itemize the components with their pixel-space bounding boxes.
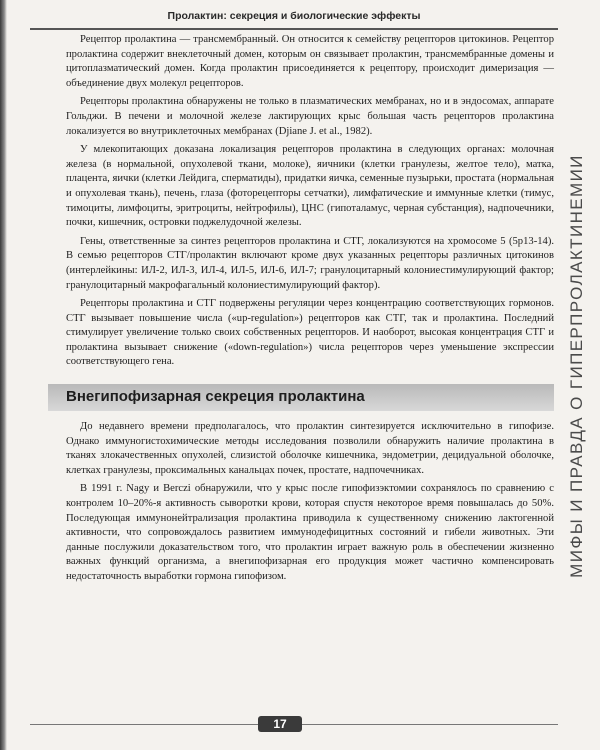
running-title: Пролактин: секреция и биологические эффекты [167,10,421,22]
paragraph: Рецепторы пролактина обнаружены не только в плазматических мембранах, но и в эндосомах, аппарате Гольджи. В печени и молочной железе лактирующих крыс большая часть рецепторов пролактина локализуется во внутриклеточных мембранах (Djiane J. et al., 1982). [66,96,554,137]
running-header [30,4,558,30]
page-binding-shadow [0,0,7,750]
paragraph: До недавнего времени предполагалось, что пролактин синтезируется исключительно в гипофизе. Однако иммуногистохимические методы исследования позволили обнаружить наличие пролактина в тканях злокачественных опухолей, слизистой оболочке кишечника, эндометрии, децидуальной оболочке, клетках гранулезы, проксимальных канальцах почек, простате, надпочечниках. [66,421,554,476]
paragraph: Гены, ответственные за синтез рецепторов пролактина и СТГ, локализуются на хромосоме 5 (5p13-14). В семью рецепторов СТГ/пролактин включают кроме двух указанных рецепторы различных цитокинов (интерлейкины: ИЛ-2, ИЛ-3, ИЛ-4, ИЛ-5, ИЛ-6, ИЛ-7; гранулоцитарный колониестимулирующий фактор; гранулоцитарный макрофагальный колониестимулирующий фактор). [66,235,554,291]
paragraph: У млекопитающих доказана локализация рецепторов пролактина в следующих органах: молочная железа (в нормальной, опухолевой ткани, молоке), яичники (клетки гранулезы, желтое тело), матка, плацента, яички (клетки Лейдига, сперматиды), придатки яичка, семенные пузырьки, простата (нормальная и опухолевая ткань), печень, глаза (фоторецепторы сетчатки), лимфатические и иммунные клетки (тимус, тимоциты, лимфоциты, эритроциты, нейтрофилы), ЦНС (гипоталамус, черная субстанция), надпочечники, почки, кишечник, островки поджелудочной железы. [66,144,554,229]
sidebar-book-title [561,28,593,704]
section-heading-bar [48,384,554,411]
page-number: 17 [258,716,302,732]
section-title: Внегипофизарная секреция пролактина [66,388,365,406]
book-title-vertical: МИФЫ И ПРАВДА О ГИПЕРПРОЛАКТИНЕМИИ [567,154,586,578]
page-content [66,33,554,589]
paragraph: Рецепторы пролактина и СТГ подвержены регуляции через концентрацию соответствующих гормонов. СТГ вызывает повышение числа («up-regulation») рецепторов как СТГ, так и пролактина. Последний стимулирует увеличение только своих собственных рецепторов. И наоборот, высокая концентрация СТГ и пролактина вызывает снижение («down-regulation») числа рецепторов через уменьшение экспрессии соответствующего гена. [66,298,554,368]
paragraph: Рецептор пролактина — трансмембранный. Он относится к семейству рецепторов цитокинов. Рецептор пролактина содержит внеклеточный домен, которым он связывает пролактин, трансмембранные домены и цитоплазматический домен. Когда пролактин присоединяется к рецептору, происходит димеризация — объединение двух молекул рецепторов. [66,34,554,89]
paragraph: В 1991 г. Nagy и Berczi обнаружили, что у крыс после гипофизэктомии сохранялось по сравнению с контролем 10–20%-я активность сыворотки крови, которая спустя некоторое время повышалась до 50%. Последующая иммунонейтрализация пролактина приводила к существенному снижению лактогенной активности, что сопровождалось развитием иммунодефицитных состояний и гибели животных. Эти данные послужили доказательством того, что пролактин играет важную роль в обеспечении жизненно важных функций организма, а внегипофизарная его продукция может частично компенсировать недостаточность выработки гормона гипофизом. [66,483,554,582]
